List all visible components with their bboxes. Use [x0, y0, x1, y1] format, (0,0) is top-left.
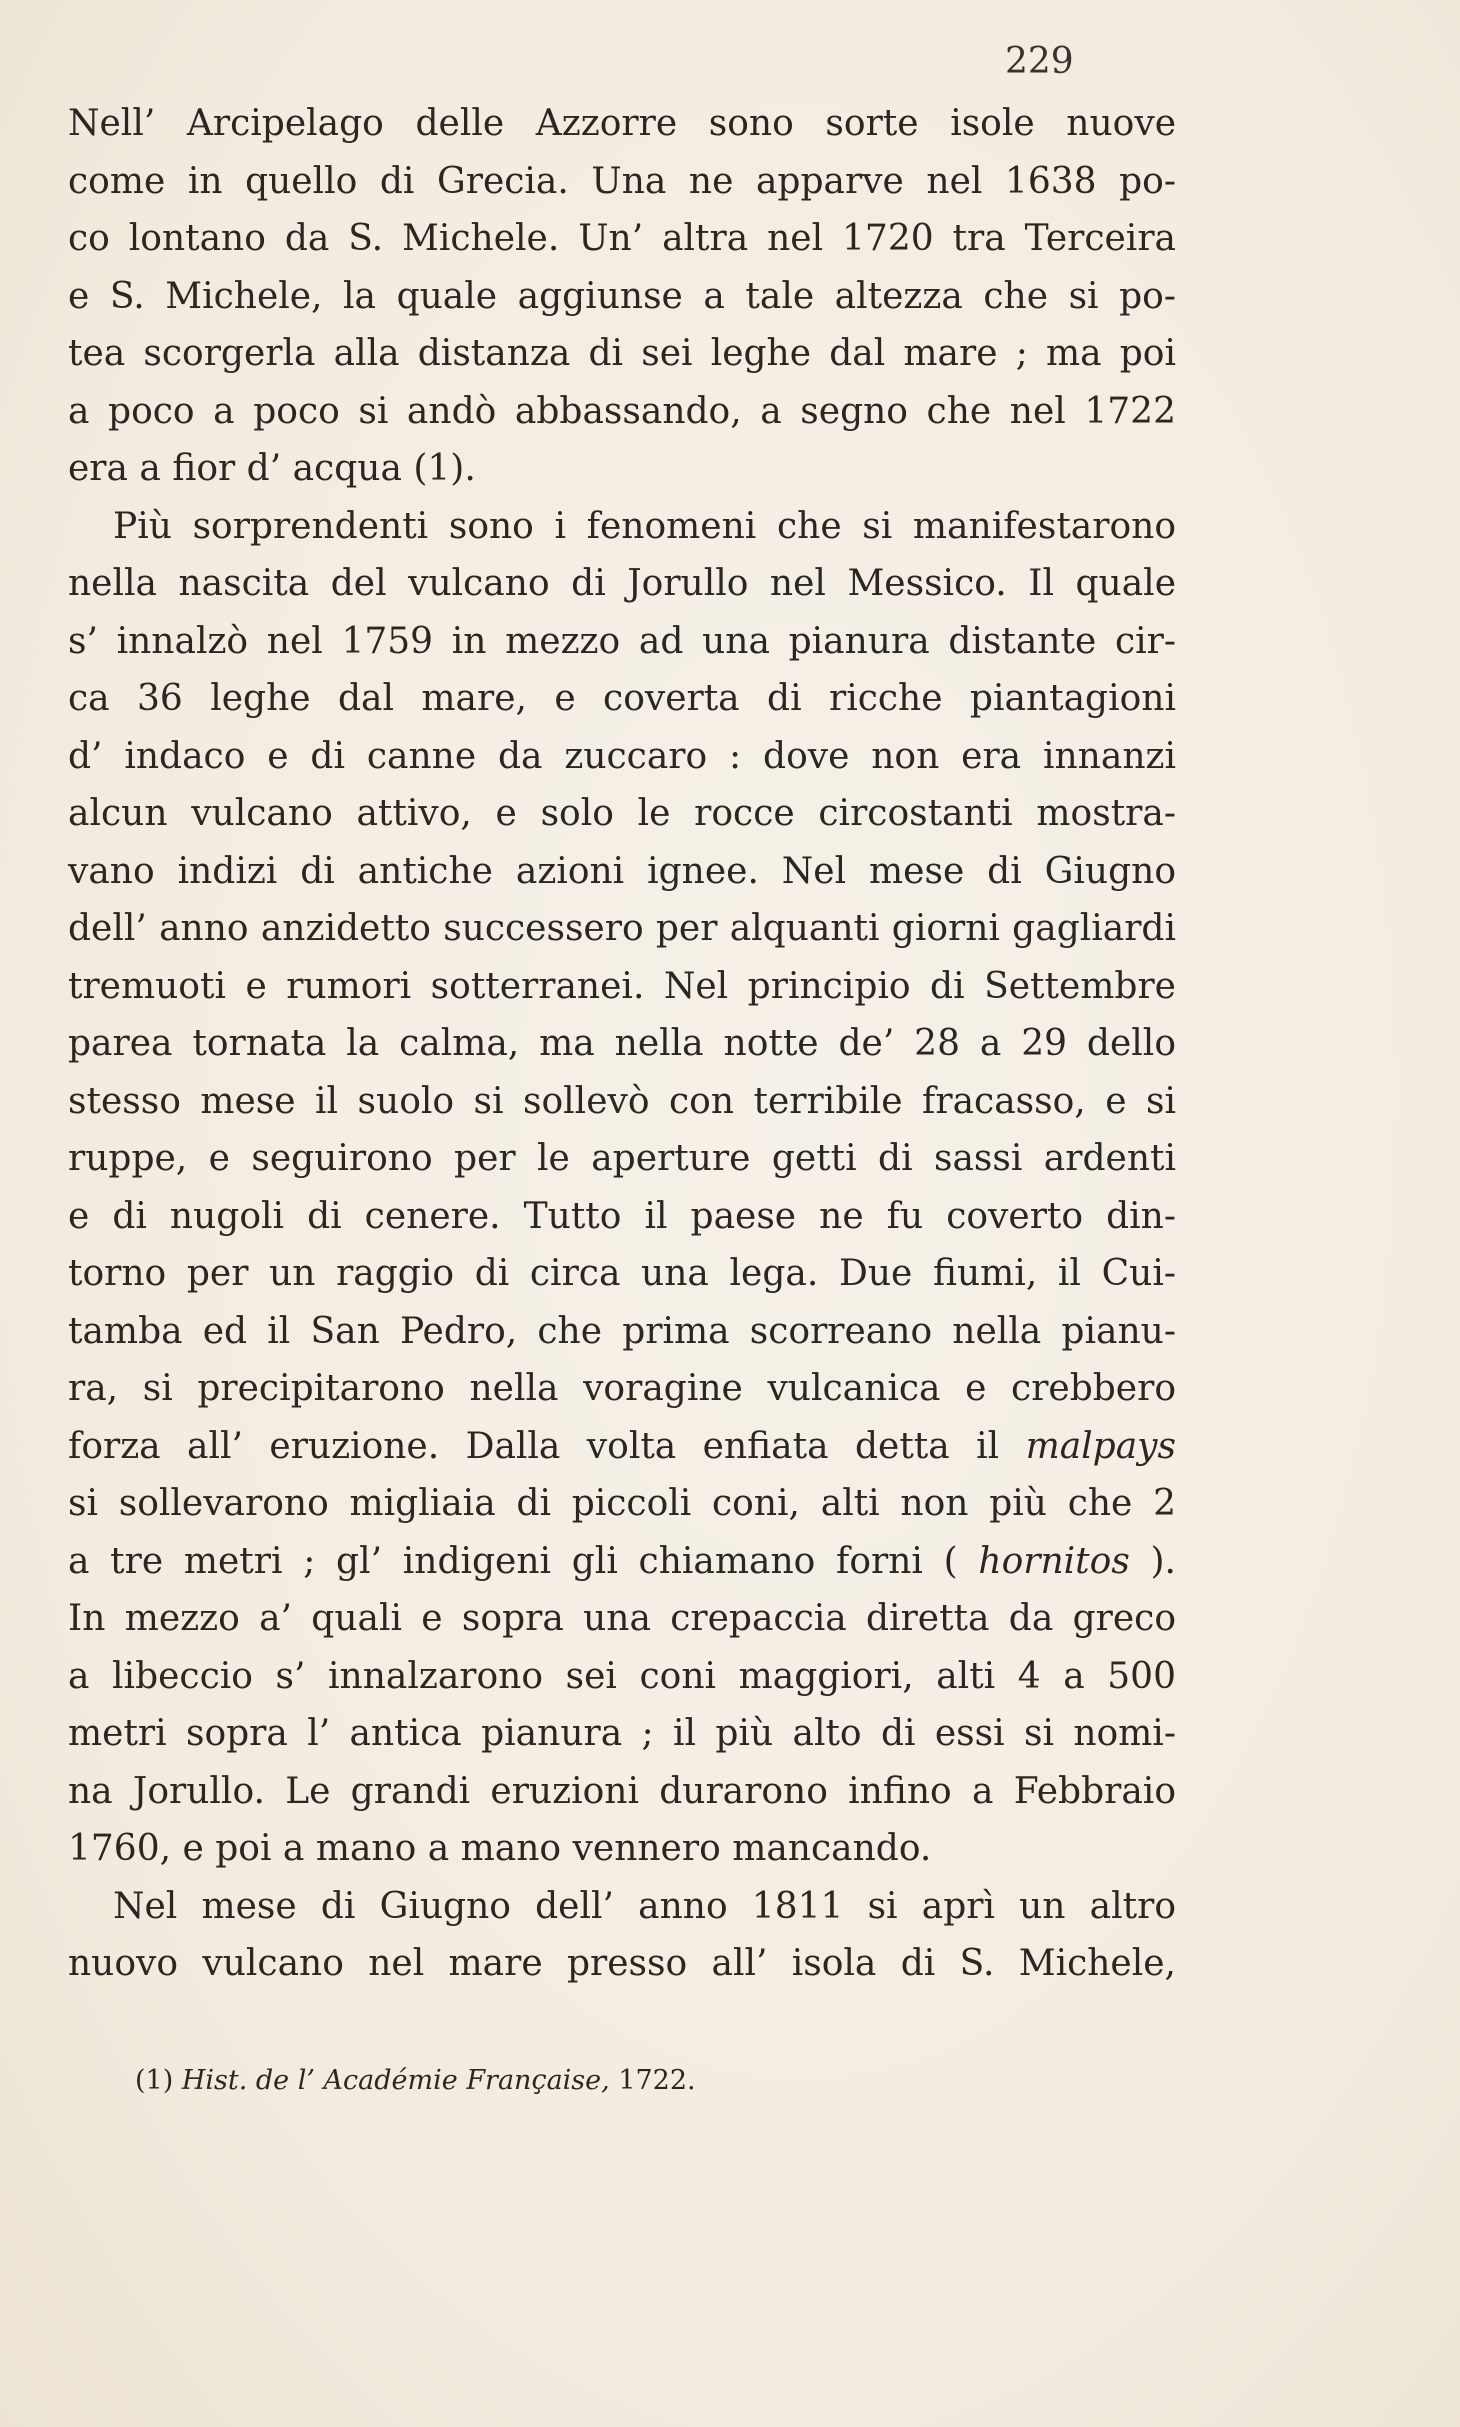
text-line: In mezzo a’ quali e sopra una crepaccia diretta da greco	[68, 1598, 1176, 1639]
text-line: a poco a poco si andò abbassando, a segno che nel 1722	[68, 390, 1176, 432]
text-line: come in quello di Grecia. Una ne apparve nel 1638 po-	[68, 160, 1176, 202]
text-line: ruppe, e seguirono per le aperture getti di sassi ardenti	[68, 1138, 1176, 1179]
text-line: a libeccio s’ innalzarono sei coni maggiori, alti 4 a 500	[68, 1655, 1176, 1697]
text-line: era a fior d’ acqua (1).	[68, 448, 476, 489]
text-line: alcun vulcano attivo, e solo le rocce circostanti mostra-	[68, 793, 1176, 834]
text-line: Più sorprendenti sono i fenomeni che si manifestarono	[113, 505, 1176, 547]
text-line: Nell’ Arcipelago delle Azzorre sono sorte isole nuove	[68, 103, 1176, 144]
text-line: tea scorgerla alla distanza di sei leghe dal mare ; ma poi	[68, 333, 1176, 374]
text-line: nuovo vulcano nel mare presso all’ isola di S. Michele,	[68, 1943, 1176, 1984]
text-line: dell’ anno anzidetto successero per alquanti giorni gagliardi	[68, 908, 1176, 949]
footnote	[135, 2064, 696, 2098]
italic-term: hornitos	[978, 1540, 1130, 1582]
text-line: metri sopra l’ antica pianura ; il più alto di essi si nomi-	[68, 1713, 1176, 1754]
text-line: 1760, e poi a mano a mano vennero mancando.	[68, 1828, 932, 1869]
page-number: 229	[1005, 41, 1074, 82]
text-line: tremuoti e rumori sotterranei. Nel principio di Settembre	[68, 965, 1176, 1007]
text-line: si sollevarono migliaia di piccoli coni, alti non più che 2	[68, 1483, 1176, 1524]
text-segment: a tre metri ; gl’ indigeni gli chiamano forni (	[68, 1540, 979, 1582]
body-text	[68, 95, 1176, 1993]
text-line: ra, si precipitarono nella voragine vulcanica e crebbero	[68, 1368, 1176, 1409]
text-line: stesso mese il suolo si sollevò con terribile fracasso, e si	[68, 1080, 1176, 1122]
text-line	[68, 1418, 1176, 1476]
text-segment: ).	[1129, 1540, 1176, 1582]
footnote-year: 1722.	[618, 2065, 696, 2096]
text-line: s’ innalzò nel 1759 in mezzo ad una pianura distante cir-	[68, 620, 1176, 662]
text-line: parea tornata la calma, ma nella notte de’ 28 a 29 dello	[68, 1023, 1176, 1064]
text-line: tamba ed il San Pedro, che prima scorreano nella pianu-	[68, 1310, 1176, 1352]
text-segment: forza all’ eruzione. Dalla volta enfiata detta il	[68, 1425, 1026, 1467]
text-line: torno per un raggio di circa una lega. Due fiumi, il Cui-	[68, 1253, 1176, 1294]
text-line: e S. Michele, la quale aggiunse a tale altezza che si po-	[68, 275, 1176, 317]
footnote-marker: (1)	[135, 2065, 174, 2096]
text-line: nella nascita del vulcano di Jorullo nel Messico. Il quale	[68, 563, 1176, 604]
text-line: vano indizi di antiche azioni ignee. Nel mese di Giugno	[68, 850, 1176, 892]
text-line: Nel mese di Giugno dell’ anno 1811 si aprì un altro	[113, 1885, 1176, 1927]
text-line: na Jorullo. Le grandi eruzioni durarono infino a Febbraio	[68, 1770, 1176, 1812]
text-line: e di nugoli di cenere. Tutto il paese ne fu coverto din-	[68, 1195, 1176, 1237]
italic-term: malpays	[1025, 1425, 1176, 1467]
text-line: co lontano da S. Michele. Un’ altra nel 1720 tra Terceira	[68, 218, 1176, 259]
text-line: ca 36 leghe dal mare, e coverta di ricche piantagioni	[68, 678, 1176, 719]
text-line	[68, 1533, 1176, 1591]
text-line: d’ indaco e di canne da zuccaro : dove non era innanzi	[68, 735, 1176, 777]
footnote-citation: Hist. de l’ Académie Française,	[181, 2065, 610, 2096]
